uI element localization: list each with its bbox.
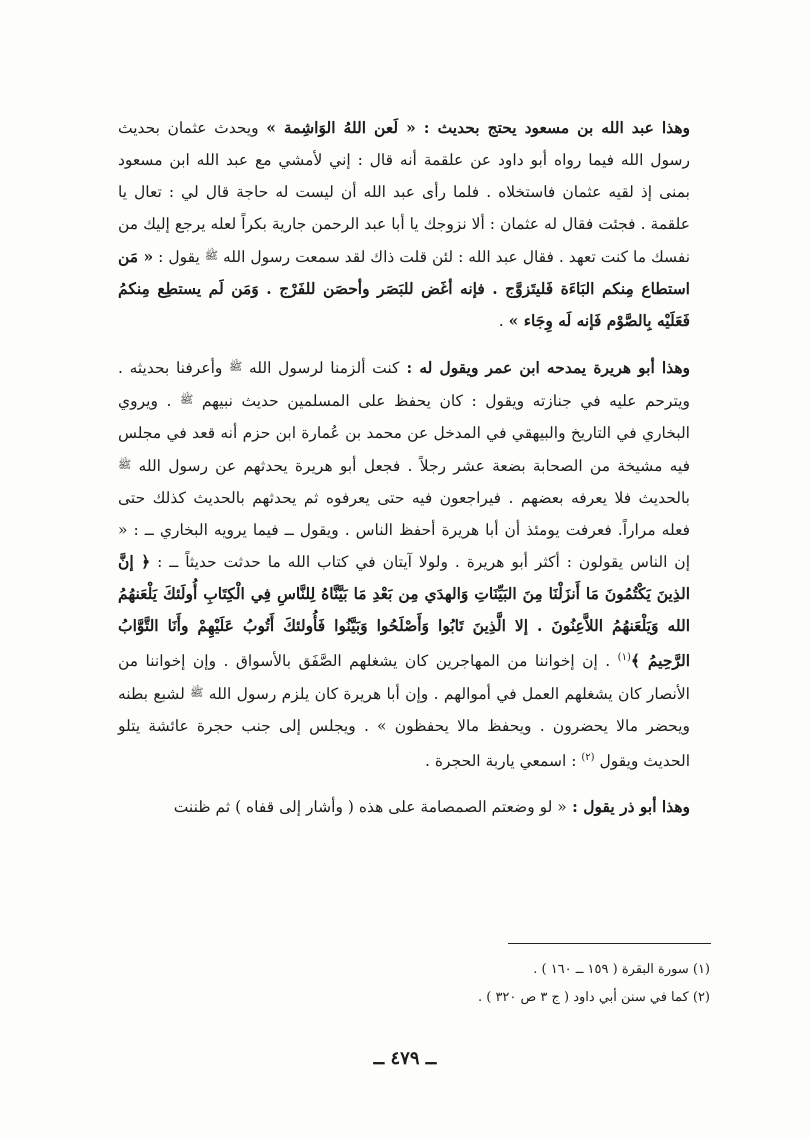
salawat-glyph: ﷺ [190,686,204,699]
text-run: لشبع بطنه ويحضر مالا يحضرون . ويحفظ مالا يحفظون » . ويجلس إلى جنب حجرة عائشة يتلو الحديث ويقول [118,685,690,770]
salawat-glyph: ﷺ [118,458,132,471]
text-run: بالحديث فلا يعرفه بعضهم . فيراجعون فيه حتى يعرفوه ثم يحدثهم بالحديث كذلك حتى فعله مراراً. فعرفت يومئذ أن أبا هريرة أحفظ الناس . ويقول ــ فيما يرويه البخاري ــ : « إن الناس يقولون : أكثر أبو هريرة . ولولا آيتان في كتاب الله ما حدثت حديثاً ــ : [118,489,690,571]
text-run: . [498,312,509,330]
text-run: : اسمعي ياربة الحجرة . [425,752,582,770]
text-run: يقول : [153,248,205,266]
paragraph-3 [118,791,690,823]
quotation: « لَعن اللهُ الوَاشِمة » [266,118,416,137]
text-run: وأعرفنا بحديثه . ويترحم عليه في جنازته ويقول : كان يحفظ على المسلمين حديث نبيهم [118,359,691,410]
main-text [118,112,690,823]
footnote-ref: (٢) [581,752,595,763]
footnotes [300,956,710,1012]
lead-phrase: وهذا عبد الله بن مسعود يحتج بحديث : [415,118,691,137]
salawat-glyph: ﷺ [179,393,194,406]
text-run: كنت ألزمنا لرسول الله [242,359,400,377]
page-number: ــ ٤٧٩ ــ [373,1048,437,1069]
footnote-1: (١) سورة البقرة ( ١٥٩ ــ ١٦٠ ) . [533,962,710,977]
quotation: « مَن استطاع مِنكم البَاءَة فَليتَزوَّج . فإنه أغَض للبَصَر وأحصَن للفَرْج . وَمَن لَم يستطِع مِنكمُ فَعَلَيْه بِالصَّوْم فَإنه لَه وِجَاء » [118,247,690,330]
quotation: ﴿ إنَّ الذِينَ يَكْتُمُونَ مَا أَنزَلْنَا مِنَ البَيِّنَاتِ وَالهدَي مِن بَعْدِ مَا بَيَّنَّاهُ لِلنَّاسِ فِي الْكِتَابِ أُولَئكَ يَلْعَنهُمُ الله وَيَلْعَنهُمُ اللاَّعِنُونَ . إلا الَّذِينَ تَابُوا وَأَصْلَحُوا وَبَيَّنُوا فَأُولئكَ أَتُوبُ عَلَيْهِمْ وأَنَا التَّوَّابُ الرَّحِيمُ ﴾ [118,552,691,670]
salawat-glyph: ﷺ [204,249,219,262]
text-run: . إن إخواننا من المهاجرين كان يشغلهم الصَّفَق بالأسواق . وإن إخواننا من الأنصار كان يشغلهم العمل في أموالهم . وإن أبا هريرة كان يلزم رسول الله [118,652,690,703]
salawat-glyph: ﷺ [229,360,243,373]
text-run: « لو وضعتم الصمصامة على هذه ( وأشار إلى قفاه ) ثم ظننت [173,798,567,816]
footnote-2: (٢) كما في سنن أبي داود ( ج ٣ ص ٣٢٠ ) . [477,990,710,1005]
footnote-ref: (١) [617,652,631,663]
paragraph-1 [118,112,690,337]
text-run: ويحدث عثمان بحديث رسول الله فيما رواه أبو داود عن علقمة أنه قال : إني لأمشي مع عبد الله ابن مسعود بمنى إذ لقيه عثمان فاستخلاه . فلما رأى عبد الله أن ليست له حاجة قال لي : تعال يا علقمة . فجئت فقال له عثمان : ألا نزوجك يا أبا عبد الرحمن جارية بكراً لعله يرجع إليك من نفسك ما كنت تعهد . فقال عبد الله : لئن قلت ذاك لقد سمعت رسول الله [118,119,691,266]
footnote-divider [508,943,711,944]
text-run: . ويروي البخاري في التاريخ والبيهقي في المدخل عن محمد بن عُمارة ابن حزم أنه قعد في مجلس فيه مشيخة من الصحابة بضعة عشر رجلاً . فجعل أبو هريرة يحدثهم عن رسول الله [118,392,690,475]
paragraph-2 [118,351,690,777]
lead-phrase: وهذا أبو هريرة يمدحه ابن عمر ويقول له : [399,358,690,377]
lead-phrase: وهذا أبو ذر يقول : [566,797,690,816]
